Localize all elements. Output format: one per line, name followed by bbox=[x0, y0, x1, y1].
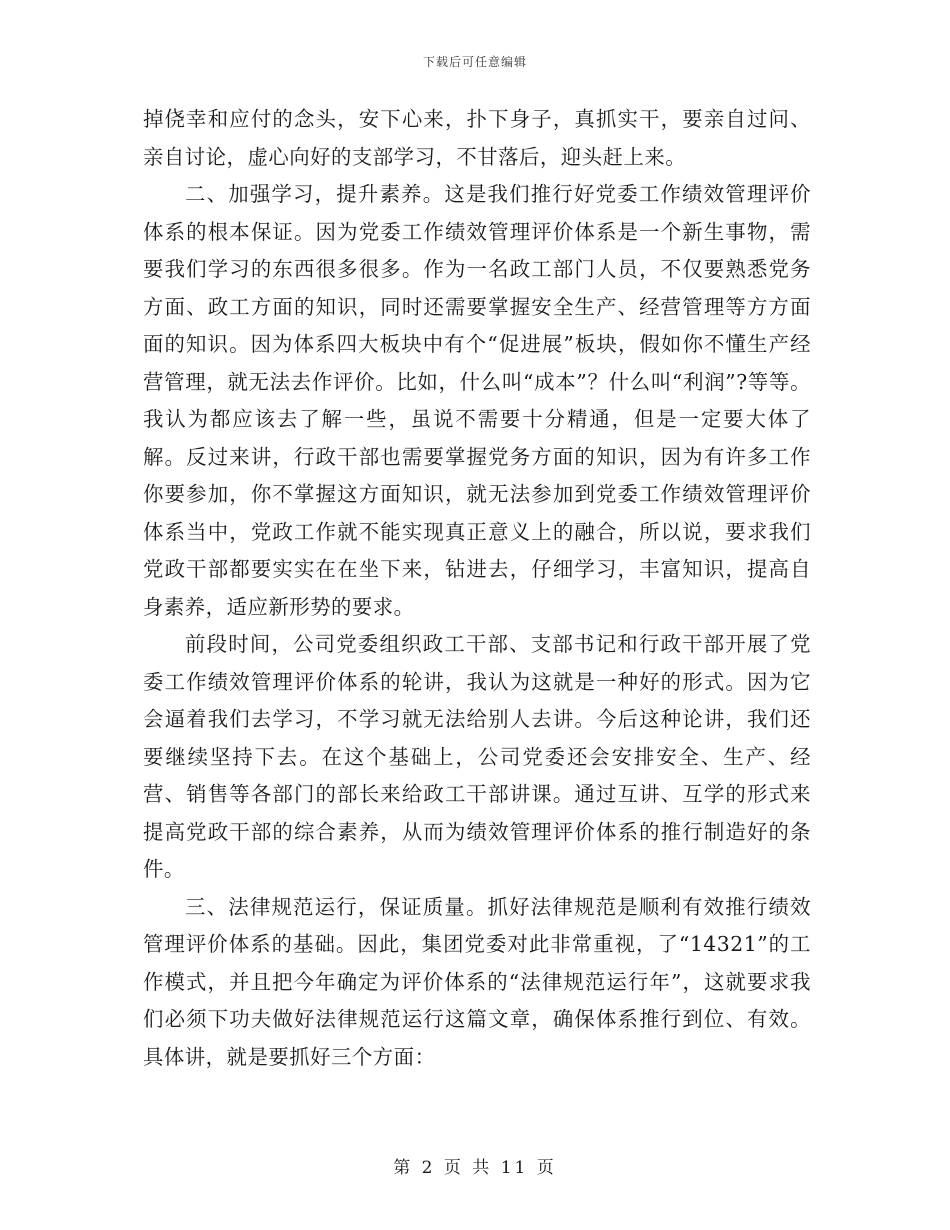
paragraph-1: 掉侥幸和应付的念头，安下心来，扑下身子，真抓实干，要亲自过问、亲自讨论，虚心向好的支部学习，不甘落后，迎头赶上来。 bbox=[143, 107, 811, 169]
page-number-footer: 第 2 页 共 11 页 bbox=[393, 1158, 557, 1178]
paragraph-3: 前段时间，公司党委组织政工干部、支部书记和行政干部开展了党委工作绩效管理评价体系的轮讲，我认为这就是一种好的形式。因为它会逼着我们去学习，不学习就无法给别人去讲。今后这种论讲，我们还要继续坚持下去。在这个基础上，公司党委还会安排安全、生产、经营、销售等各部门的部长来给政工干部讲课。通过互讲、互学的形式来提高党政干部的综合素养，从而为绩效管理评价体系的推行制造好的条件。 bbox=[143, 632, 811, 881]
page-header-note: 下载后可任意编辑 bbox=[422, 55, 527, 69]
body-text bbox=[143, 101, 811, 1076]
paragraph-2: 二、加强学习，提升素养。这是我们推行好党委工作绩效管理评价体系的根本保证。因为党委工作绩效管理评价体系是一个新生事物，需要我们学习的东西很多很多。作为一名政工部门人员，不仅要熟悉党务方面、政工方面的知识，同时还需要掌握安全生产、经营管理等方方面面的知识。因为体系四大板块中有个“促进展”板块，假如你不懂生产经营管理，就无法去作评价。比如，什么叫“成本”？什么叫“利润”?等等。我认为都应该去了解一些，虽说不需要十分精通，但是一定要大体了解。反过来讲，行政干部也需要掌握党务方面的知识，因为有许多工作你要参加，你不掌握这方面知识，就无法参加到党委工作绩效管理评价体系当中，党政工作就不能实现真正意义上的融合，所以说，要求我们党政干部都要实实在在坐下来，钻进去，仔细学习，丰富知识，提高自身素养，适应新形势的要求。 bbox=[143, 182, 811, 619]
paragraph-4: 三、法律规范运行，保证质量。抓好法律规范是顺利有效推行绩效管理评价体系的基础。因此，集团党委对此非常重视，了“14321”的工作模式，并且把今年确定为评价体系的“法律规范运行年”，这就要求我们必须下功夫做好法律规范运行这篇文章，确保体系推行到位、有效。具体讲，就是要抓好三个方面： bbox=[143, 894, 811, 1069]
